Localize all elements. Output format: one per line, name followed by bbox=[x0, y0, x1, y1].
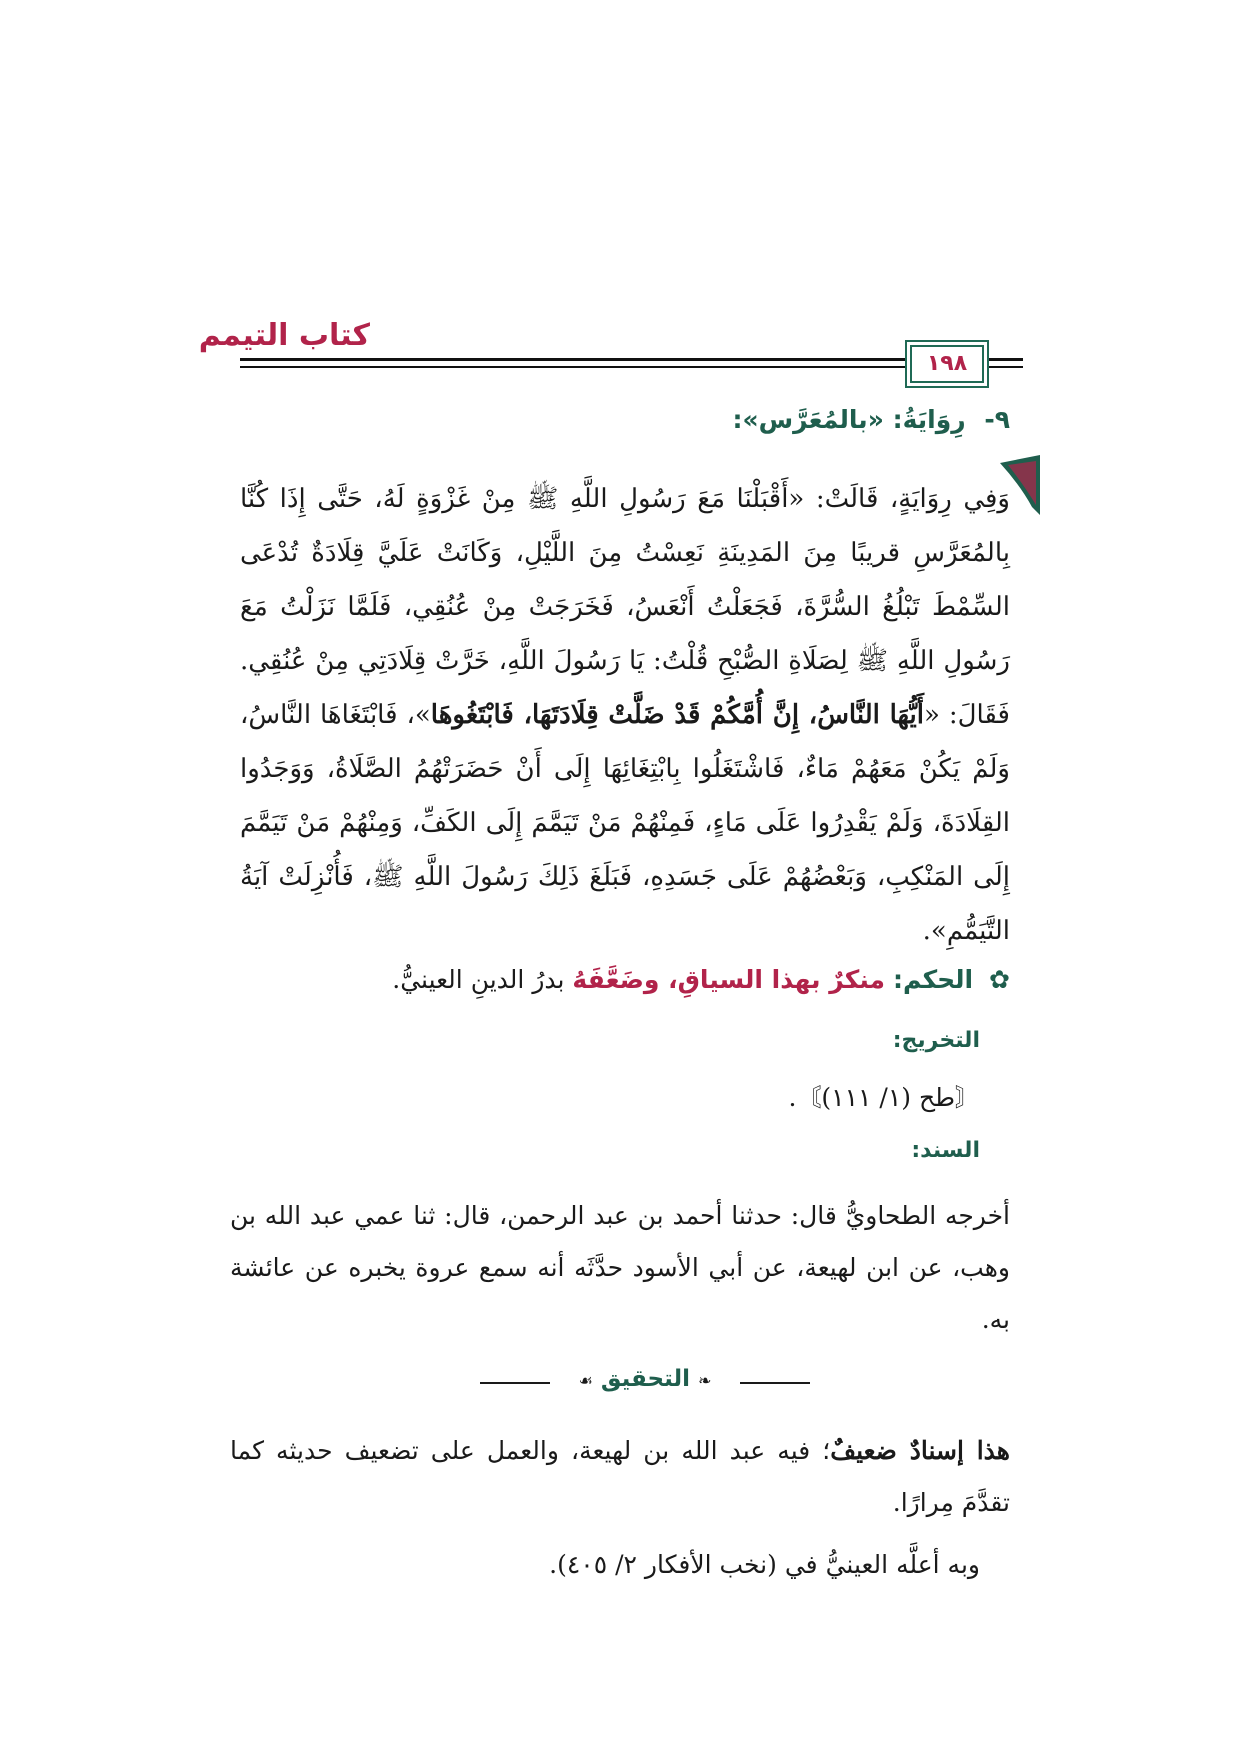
section-heading bbox=[250, 405, 1010, 434]
hadith-bold-quote: أَيُّهَا النَّاسُ، إِنَّ أُمَّكُمْ قَدْ ضَلَّتْ قِلَادَتَهَا، فَابْتَغُوهَا bbox=[430, 700, 924, 730]
section-word: رِوَايَةُ: bbox=[892, 405, 966, 434]
tahqiq-text bbox=[230, 1425, 1010, 1529]
hadith-text bbox=[240, 472, 1010, 958]
sanad-heading: السند: bbox=[911, 1138, 980, 1163]
ruling-label: الحكم: bbox=[892, 965, 974, 994]
hadith-part1: وَفِي رِوَايَةٍ، قَالَتْ: «أَقْبَلْنَا مَعَ رَسُولِ اللَّهِ ﷺ مِنْ غَزْوَةٍ لَهُ، حَتَّى إِذَا كُنَّا بِالمُعَرَّسِ قريبًا مِنَ المَدِينَةِ نَعِسْتُ مِنَ اللَّيْلِ، وَكَانَتْ عَلَيَّ قِلَادَةٌ تُدْعَى السِّمْطَ تَبْلُغُ السُّرَّةَ، فَجَعَلْتُ أَنْعَسُ، فَخَرَجَتْ مِنْ عُنُقِي، فَلَمَّا نَزَلْتُ مَعَ رَسُولِ اللَّهِ ﷺ لِصَلَاةِ الصُّبْحِ قُلْتُ: يَا رَسُولَ اللَّهِ، خَرَّتْ قِلَادَتِي مِنْ عُنُقِي. فَقَالَ: « bbox=[240, 484, 1010, 730]
ornament-icon: ❧ bbox=[698, 1371, 712, 1390]
ornament-icon: ☙ bbox=[578, 1371, 593, 1390]
ruling-verdict: منكرٌ بهذا السياقِ، وضَعَّفَهُ bbox=[572, 965, 886, 994]
tahqiq-heading: التحقيق bbox=[600, 1366, 691, 1392]
flower-icon: ✿ bbox=[989, 965, 1010, 994]
sanad-text: أخرجه الطحاويُّ قال: حدثنا أحمد بن عبد الرحمن، قال: ثنا عمي عبد الله بن وهب، عن ابن لهيعة، عن أبي الأسود حدَّثَه أنه سمع عروة يخبره عن عائشة به. bbox=[230, 1201, 1010, 1334]
header-rule bbox=[240, 366, 1010, 368]
header-rule bbox=[993, 366, 1023, 368]
tahqiq-rest: ؛ فيه عبد الله بن لهيعة، والعمل على تضعيف حديثه كما تقدَّمَ مِرارًا. bbox=[230, 1436, 1010, 1517]
book-title: كتاب التيمم bbox=[198, 318, 370, 353]
ruling bbox=[240, 965, 1010, 994]
header-rule bbox=[240, 358, 1010, 361]
ruling-rest: بدرُ الدينِ العينيُّ. bbox=[392, 965, 565, 994]
page-number: ١٩٨ bbox=[905, 340, 989, 388]
takhrij-heading: التخريج: bbox=[892, 1028, 980, 1053]
section-phrase: «بالمُعَرَّس»: bbox=[732, 405, 884, 434]
hadith-part2: »، فَابْتَغَاهَا النَّاسُ، وَلَمْ يَكُنْ مَعَهُمْ مَاءٌ، فَاشْتَغَلُوا بِابْتِغَائِهَا إِلَى أَنْ حَضَرَتْهُمُ الصَّلَاةُ، وَوَجَدُوا القِلَادَةَ، وَلَمْ يَقْدِرُوا عَلَى مَاءٍ، فَمِنْهُمْ مَنْ تَيَمَّمَ إِلَى الكَفِّ، وَمِنْهُمْ مَنْ تَيَمَّمَ إِلَى المَنْكِبِ، وَبَعْضُهُمْ عَلَى جَسَدِهِ، فَبَلَغَ ذَلِكَ رَسُولَ اللَّهِ ﷺ، فَأُنْزِلَتْ آيَةُ التَّيَمُّمِ». bbox=[240, 700, 1010, 946]
takhrij-line: 〘طح (١/ ١١١)〙. bbox=[788, 1083, 980, 1112]
tahqiq-bold: هذا إسنادٌ ضعيفٌ bbox=[830, 1436, 1010, 1465]
header-rule bbox=[993, 358, 1023, 361]
tahqiq-divider bbox=[480, 1366, 810, 1400]
section-number: ٩- bbox=[984, 405, 1010, 434]
divider-line bbox=[740, 1382, 810, 1384]
divider-line bbox=[480, 1382, 550, 1384]
tahqiq-last-line: وبه أعلَّه العينيُّ في (نخب الأفكار ٢/ ٤٠٥). bbox=[549, 1550, 980, 1579]
